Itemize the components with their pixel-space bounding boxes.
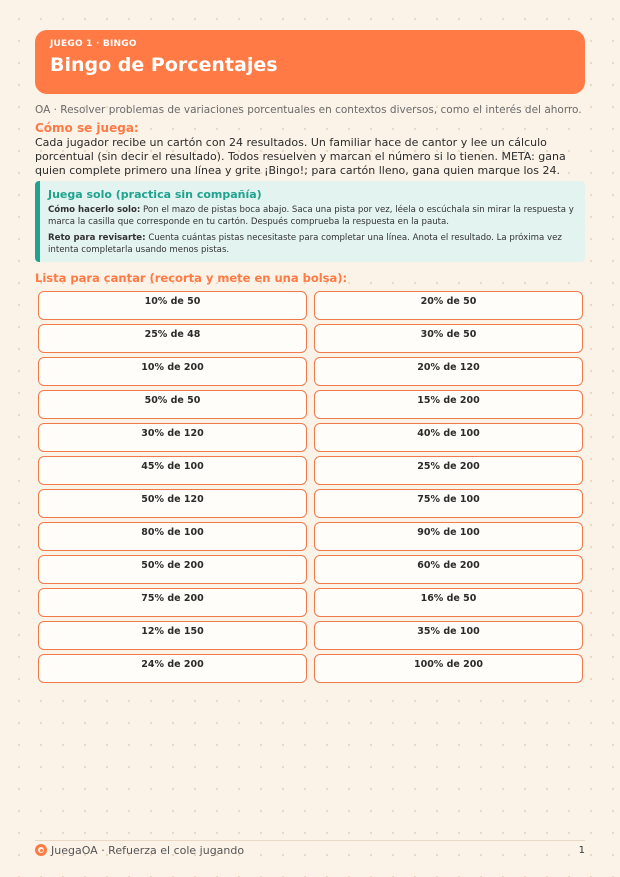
call-card: 20% de 50 — [314, 291, 583, 320]
call-card: 16% de 50 — [314, 588, 583, 617]
call-card: 30% de 120 — [38, 423, 307, 452]
solo-challenge-text: Cuenta cuántas pistas necesitaste para completar una línea. Anota el resultado. La próxima vez intenta completarla usando menos pistas. — [48, 233, 562, 255]
target-logo-icon — [35, 844, 47, 856]
call-card: 40% de 100 — [314, 423, 583, 452]
solo-play-title: Juega solo (practica sin compañía) — [48, 188, 262, 201]
footer — [35, 843, 585, 857]
solo-how-paragraph — [48, 204, 575, 228]
solo-challenge-label: Reto para revisarte: — [48, 233, 146, 243]
call-card: 25% de 48 — [38, 324, 307, 353]
footer-divider — [35, 840, 585, 841]
call-card: 25% de 200 — [314, 456, 583, 485]
learning-objective: OA · Resolver problemas de variaciones porcentuales en contextos diversos, como el interés del ahorro. — [35, 104, 582, 116]
solo-play-box — [35, 181, 585, 262]
call-card: 10% de 200 — [38, 357, 307, 386]
call-card: 10% de 50 — [38, 291, 307, 320]
call-card: 24% de 200 — [38, 654, 307, 683]
call-card: 45% de 100 — [38, 456, 307, 485]
footer-brand: JuegaOA · Refuerza el cole jugando — [51, 843, 245, 857]
call-card: 60% de 200 — [314, 555, 583, 584]
call-card: 20% de 120 — [314, 357, 583, 386]
call-card: 75% de 200 — [38, 588, 307, 617]
solo-how-text: Pon el mazo de pistas boca abajo. Saca una pista por vez, léela o escúchala sin mirar la respuesta y marca la casilla que corresponde en tu cartón. Después comprueba la respuesta en la pauta. — [48, 205, 574, 227]
call-card: 90% de 100 — [314, 522, 583, 551]
call-card: 12% de 150 — [38, 621, 307, 650]
call-card: 35% de 100 — [314, 621, 583, 650]
call-card: 50% de 200 — [38, 555, 307, 584]
solo-challenge-paragraph — [48, 232, 575, 256]
call-card: 100% de 200 — [314, 654, 583, 683]
call-cards-grid — [38, 291, 583, 683]
how-to-play-text: Cada jugador recibe un cartón con 24 resultados. Un familiar hace de cantor y lee un cálculo porcentual (sin decir el resultado). Todos resuelven y marcan el número si lo tienen. META: gana quien complete primero una línea y grite ¡Bingo!; para cartón lleno, gana quien marque los 24. — [35, 136, 566, 177]
page-title: Bingo de Porcentajes — [50, 54, 278, 76]
call-card: 80% de 100 — [38, 522, 307, 551]
call-card: 30% de 50 — [314, 324, 583, 353]
call-card: 50% de 120 — [38, 489, 307, 518]
call-card: 50% de 50 — [38, 390, 307, 419]
page-number: 1 — [578, 844, 585, 856]
game-header — [35, 30, 585, 94]
call-card: 75% de 100 — [314, 489, 583, 518]
call-list-heading: Lista para cantar (recorta y mete en una bolsa): — [35, 271, 348, 285]
call-card: 15% de 200 — [314, 390, 583, 419]
how-to-play-heading: Cómo se juega: — [35, 121, 139, 135]
game-kicker: JUEGO 1 · BINGO — [50, 39, 137, 49]
solo-how-label: Cómo hacerlo solo: — [48, 205, 141, 215]
